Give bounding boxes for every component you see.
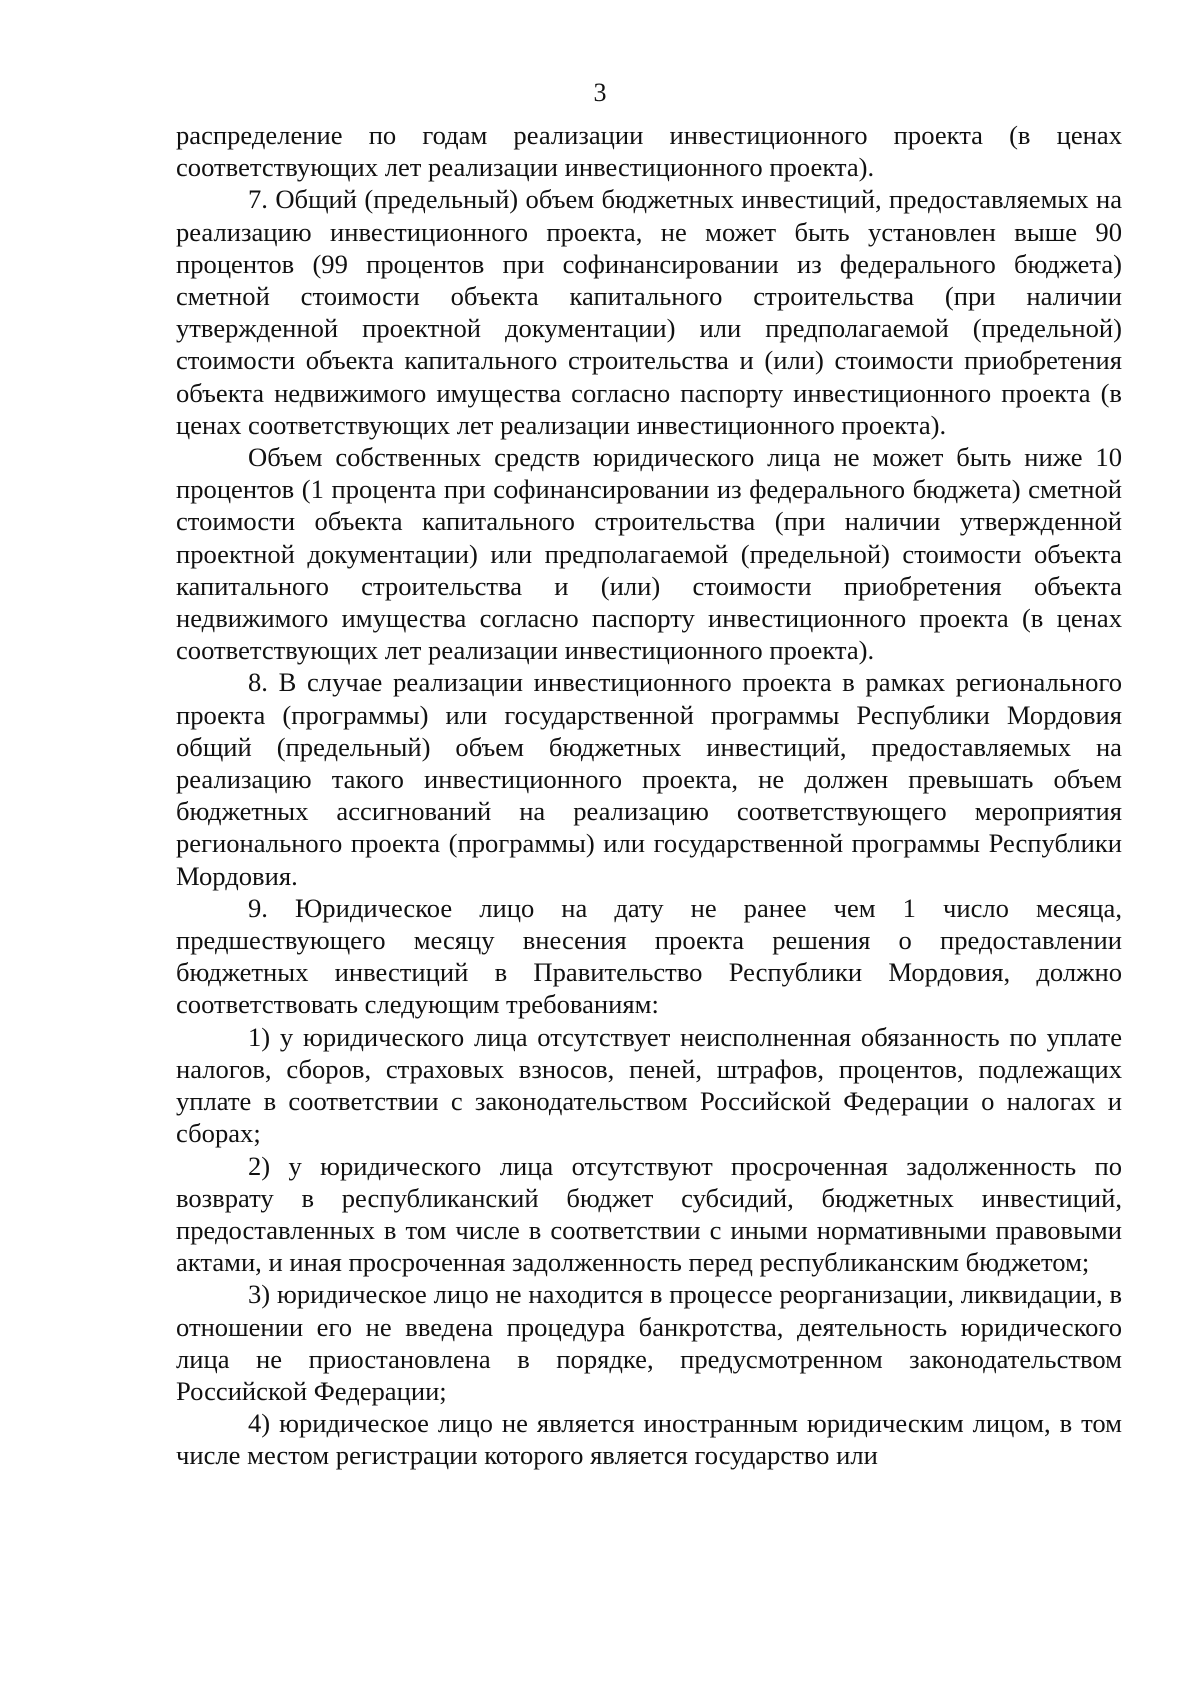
paragraph-item-9-2: 2) у юридического лица отсутствуют просроченная задолженность по возврату в республиканский бюджет субсидий, бюджетных инвестиций, предоставленных в том числе в соответствии с иными нормативными правовыми актами, и иная просроченная задолженность перед республиканским бюджетом; [176,1150,1122,1278]
paragraph-item-9-4: 4) юридическое лицо не является иностранным юридическим лицом, в том числе местом регистрации которого является государство или [176,1408,1122,1471]
paragraph-own-funds: Объем собственных средств юридического лица не может быть ниже 10 процентов (1 процента при софинансировании из федерального бюджета) сметной стоимости объекта капитального строительства (при наличии утвержденной проектной документации) или предполагаемой (предельной) стоимости объекта капитального строительства и (или) стоимости приобретения объекта недвижимого имущества согласно паспорту инвестиционного проекта (в ценах соответствующих лет реализации инвестиционного проекта). [176,442,1122,666]
paragraph-continuation: распределение по годам реализации инвестиционного проекта (в ценах соответствующих лет реализации инвестиционного проекта). [176,120,1122,183]
paragraph-item-9-3: 3) юридическое лицо не находится в процессе реорганизации, ликвидации, в отношении его не введена процедура банкротства, деятельность юридического лица не приостановлена в порядке, предусмотренном законодательством Российской Федерации; [176,1279,1122,1406]
document-body [176,119,1122,1472]
paragraph-item-9: 9. Юридическое лицо на дату не ранее чем 1 число месяца, предшествующего месяцу внесения проекта решения о предоставлении бюджетных инвестиций в Правительство Республики Мордовия, должно соответствовать следующим требованиям: [176,892,1122,1020]
paragraph-item-7: 7. Общий (предельный) объем бюджетных инвестиций, предоставляемых на реализацию инвестиционного проекта, не может быть установлен выше 90 процентов (99 процентов при софинансировании из федерального бюджета) сметной стоимости объекта капитального строительства (при наличии утвержденной проектной документации) или предполагаемой (предельной) стоимости объекта капитального строительства и (или) стоимости приобретения объекта недвижимого имущества согласно паспорту инвестиционного проекта (в ценах соответствующих лет реализации инвестиционного проекта). [176,184,1122,440]
paragraph-item-8: 8. В случае реализации инвестиционного проекта в рамках регионального проекта (программы) или государственной программы Республики Мордовия общий (предельный) объем бюджетных инвестиций, предоставляемых на реализацию такого инвестиционного проекта, не должен превышать объем бюджетных ассигнований на реализацию соответствующего мероприятия регионального проекта (программы) или государственной программы Республики Мордовия. [176,667,1122,891]
paragraph-item-9-1: 1) у юридического лица отсутствует неисполненная обязанность по уплате налогов, сборов, страховых взносов, пеней, штрафов, процентов, подлежащих уплате в соответствии с законодательством Российской Федерации о налогах и сборах; [176,1021,1122,1149]
page-number: 3 [593,78,607,107]
